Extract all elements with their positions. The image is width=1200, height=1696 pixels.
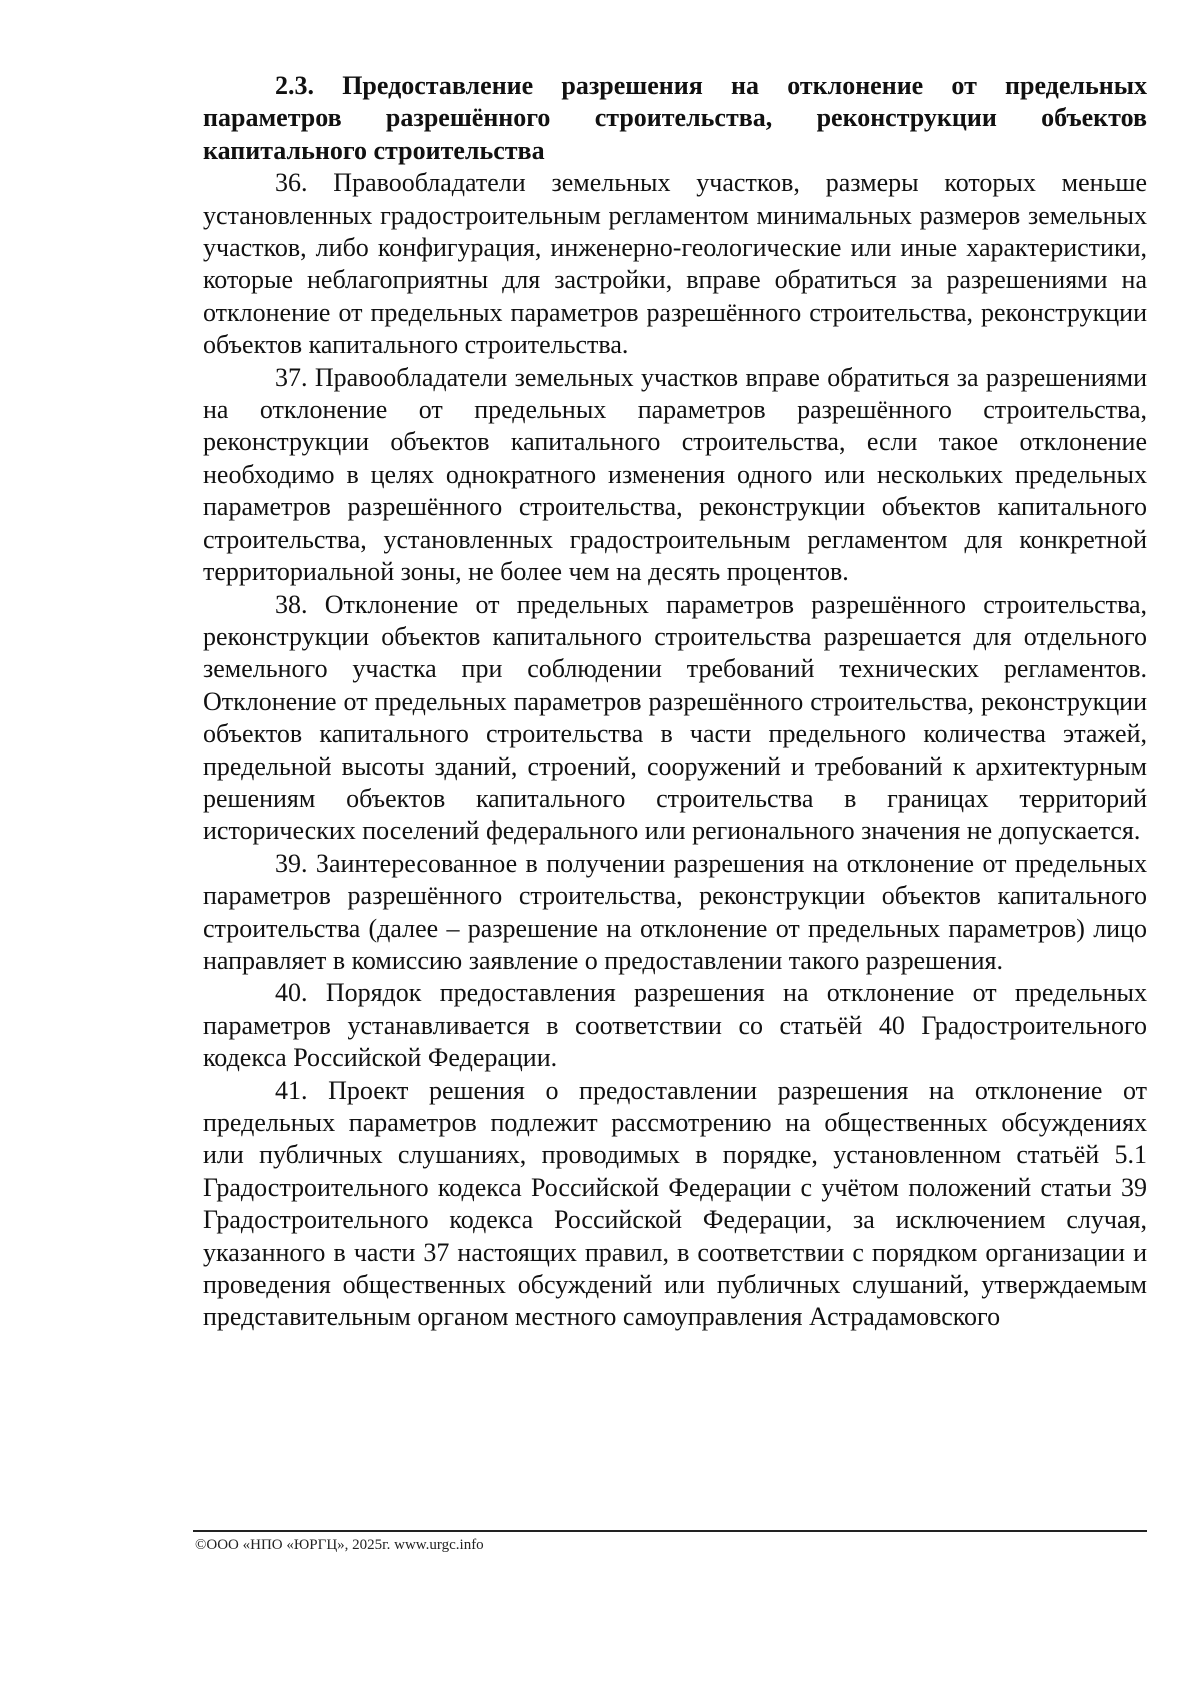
paragraph-41: 41. Проект решения о предоставлении разрешения на отклонение от предельных параметров подлежит рассмотрению на общественных обсуждениях или публичных слушаниях, проводимых в порядке, установленном статьёй 5.1 Градостроительного кодекса Российской Федерации с учётом положений статьи 39 Градостроительного кодекса Российской Федерации, за исключением случая, указанного в части 37 настоящих правил, в соответствии с порядком организации и проведения общественных обсуждений или публичных слушаний, утверждаемым представительным органом местного самоуправления Астрадамовского bbox=[203, 1075, 1147, 1332]
paragraph-36: 36. Правообладатели земельных участков, размеры которых меньше установленных градостроительным регламентом минимальных размеров земельных участков, либо конфигурация, инженерно-геологические или иные характеристики, которые неблагоприятны для застройки, вправе обратиться за разрешениями на отклонение от предельных параметров разрешённого строительства, реконструкции объектов капитального строительства. bbox=[203, 168, 1147, 360]
footer-copyright: ©ООО «НПО «ЮРГЦ», 2025г. www.urgc.info bbox=[195, 1537, 484, 1553]
paragraph-37: 37. Правообладатели земельных участков вправе обратиться за разрешениями на отклонение от предельных параметров разрешённого строительства, реконструкции объектов капитального строительства, если такое отклонение необходимо в целях однократного изменения одного или нескольких предельных параметров разрешённого строительства, реконструкции объектов капитального строительства, установленных градостроительным регламентом для конкретной территориальной зоны, не более чем на десять процентов. bbox=[203, 362, 1147, 587]
section-heading: 2.3. Предоставление разрешения на отклонение от предельных параметров разрешённого строительства, реконструкции объектов капитального строительства bbox=[203, 71, 1147, 165]
footer-divider bbox=[193, 1530, 1147, 1532]
paragraph-39: 39. Заинтересованное в получении разрешения на отклонение от предельных параметров разрешённого строительства, реконструкции объектов капитального строительства (далее – разрешение на отклонение от предельных параметров) лицо направляет в комиссию заявление о предоставлении такого разрешения. bbox=[203, 848, 1147, 975]
paragraph-38: 38. Отклонение от предельных параметров разрешённого строительства, реконструкции объектов капитального строительства разрешается для отдельного земельного участка при соблюдении требований технических регламентов. Отклонение от предельных параметров разрешённого строительства, реконструкции объектов капитального строительства в части предельного количества этажей, предельной высоты зданий, строений, сооружений и требований к архитектурным решениям объектов капитального строительства в границах территорий исторических поселений федерального или регионального значения не допускается. bbox=[203, 589, 1147, 846]
page-body bbox=[203, 70, 1147, 1334]
paragraph-40: 40. Порядок предоставления разрешения на отклонение от предельных параметров устанавливается в соответствии со статьёй 40 Градостроительного кодекса Российской Федерации. bbox=[203, 978, 1147, 1073]
